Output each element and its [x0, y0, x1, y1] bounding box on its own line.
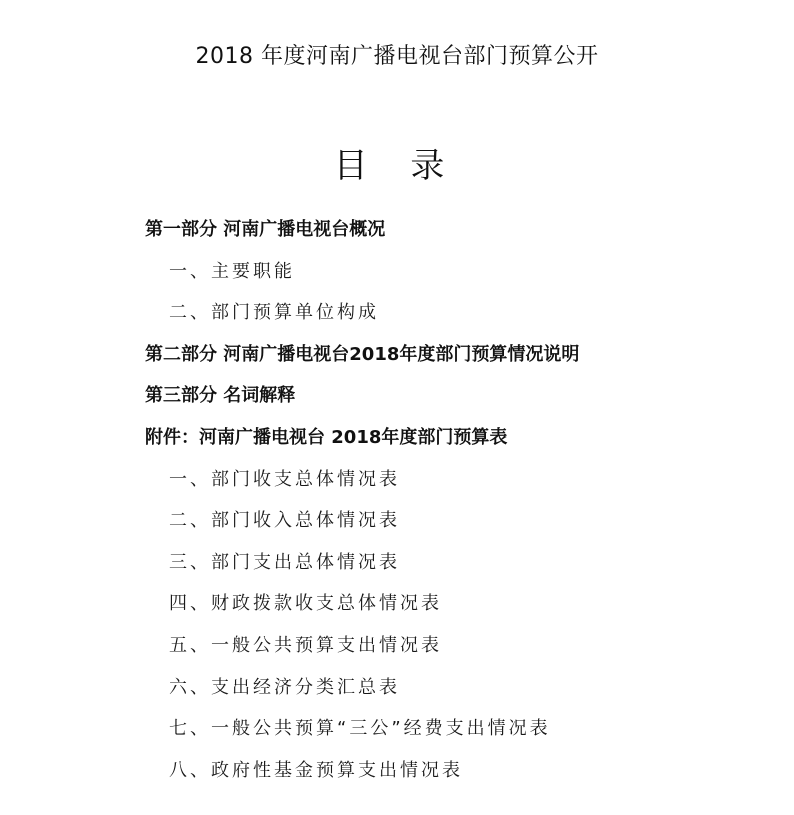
toc-entry-part-1: 第一部分 河南广播电视台概况: [145, 219, 386, 240]
toc-entry-part-3: 第三部分 名词解释: [145, 385, 296, 407]
toc-entry-table-7: 七、一般公共预算“三公”经费支出情况表: [169, 718, 551, 740]
toc-entry-table-5: 五、一般公共预算支出情况表: [169, 634, 442, 656]
toc-entry-table-8: 八、政府性基金预算支出情况表: [169, 759, 463, 781]
document-title: 2018 年度河南广播电视台部门预算公开: [195, 44, 599, 69]
toc-entry-table-6: 六、支出经济分类汇总表: [169, 676, 400, 698]
toc-entry-attachment: 附件：河南广播电视台 2018年度部门预算表: [145, 426, 508, 448]
toc-entry-main-functions: 一、主要职能: [169, 260, 295, 282]
toc-entry-table-1: 一、部门收支总体情况表: [169, 468, 400, 490]
toc-entry-table-4: 四、财政拨款收支总体情况表: [169, 593, 442, 615]
toc-entry-table-3: 三、部门支出总体情况表: [169, 551, 400, 573]
table-of-contents: [145, 209, 765, 791]
toc-entry-table-2: 二、部门收入总体情况表: [169, 510, 400, 532]
toc-entry-budget-units: 二、部门预算单位构成: [169, 302, 379, 324]
toc-heading: 目 录: [333, 146, 461, 186]
toc-entry-part-2: 第二部分 河南广播电视台2018年度部门预算情况说明: [145, 343, 580, 365]
